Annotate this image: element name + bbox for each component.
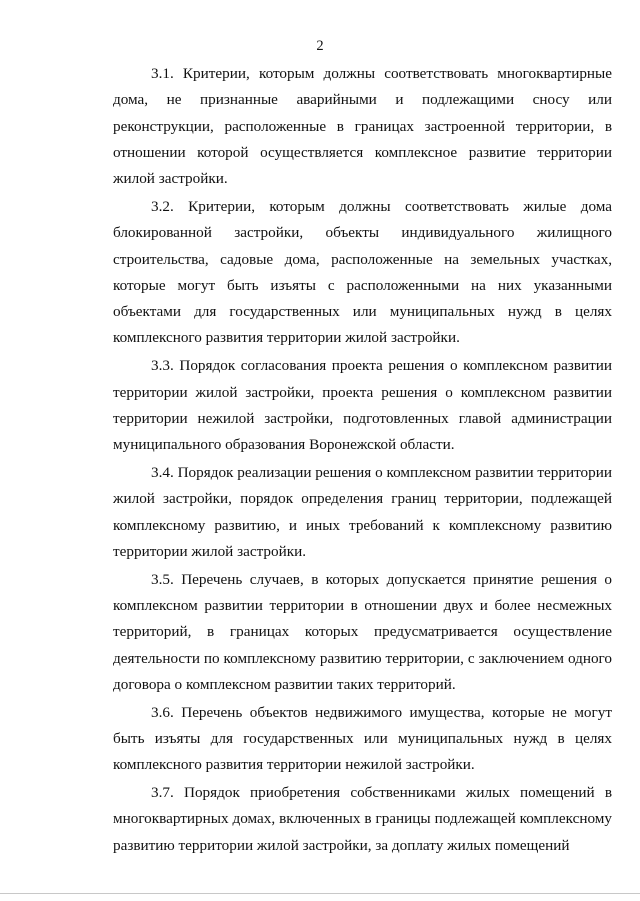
document-body <box>113 61 612 859</box>
paragraph-3-7: 3.7. Порядок приобретения собственниками жилых помещений в многоквартирных домах, включенных в границы подлежащей комплексному развитию территории жилой застройки, за доплату жилых помещений <box>113 784 612 854</box>
paragraph-3-5: 3.5. Перечень случаев, в которых допускается принятие решения о комплексном развитии территории в отношении двух и более несмежных территорий, в границах которых предусматривается осуществление деятельности по комплексному развитию территории, с заключением одного договора о комплексном развитии таких территорий. <box>113 570 612 693</box>
paragraph-3-1: 3.1. Критерии, которым должны соответствовать многоквартирные дома, не признанные аварийными и подлежащими сносу или реконструкции, расположенные в границах застроенной территории, в отношении которой осуществляется комплексное развитие территории жилой застройки. <box>113 65 612 188</box>
paragraph-3-3: 3.3. Порядок согласования проекта решения о комплексном развитии территории жилой застройки, проекта решения о комплексном развитии территории нежилой застройки, подготовленных главой администрации муниципального образования Воронежской области. <box>113 357 612 454</box>
paragraph-3-2: 3.2. Критерии, которым должны соответствовать жилые дома блокированной застройки, объекты индивидуального жилищного строительства, садовые дома, расположенные на земельных участках, которые могут быть изъяты с расположенными на них указанными объектами для государственных или муниципальных нужд в целях комплексного развития территории жилой застройки. <box>113 197 612 347</box>
page-bottom-edge <box>0 893 640 894</box>
page-number: 2 <box>316 38 324 54</box>
paragraph-3-6: 3.6. Перечень объектов недвижимого имущества, которые не могут быть изъяты для государственных или муниципальных нужд в целях комплексного развития территории нежилой застройки. <box>113 703 612 774</box>
paragraph-3-4: 3.4. Порядок реализации решения о комплексном развитии территории жилой застройки, порядок определения границ территории, подлежащей комплексному развитию, и иных требований к комплексному развитию территории жилой застройки. <box>113 463 612 560</box>
